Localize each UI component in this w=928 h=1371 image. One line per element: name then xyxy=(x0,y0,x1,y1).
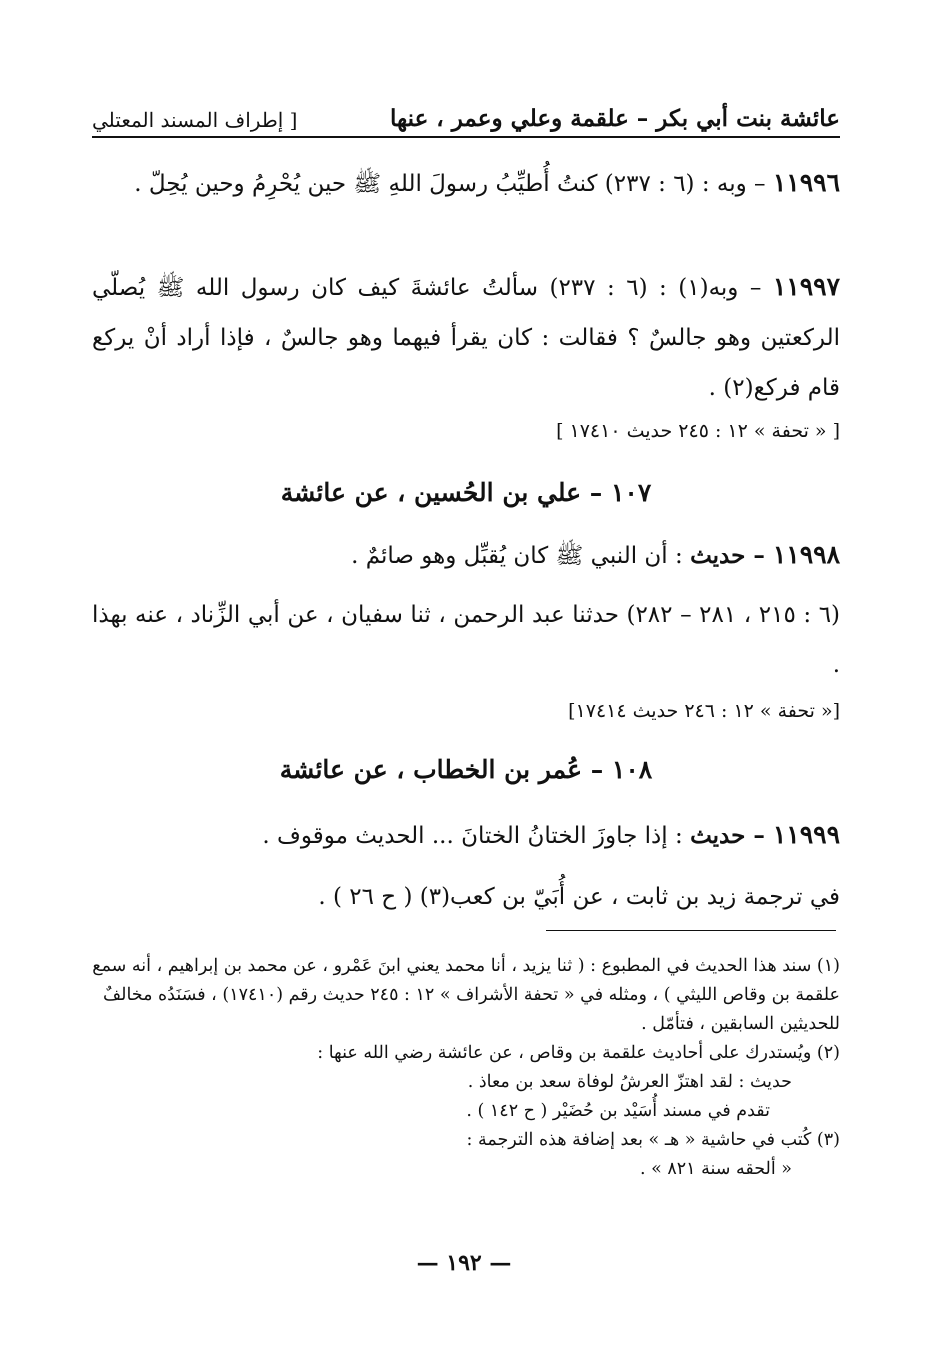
hadith-11999 xyxy=(92,810,840,861)
footnote-2-hadith: حديث : لقد اهتزّ العرشُ لوفاة سعد بن معاذ . xyxy=(467,1072,792,1092)
hadith-number: ١١٩٩٩ xyxy=(772,820,840,849)
footnotes xyxy=(92,952,840,1184)
hadith-text: – وبه(١) : (٦ : ٢٣٧) سألتُ عائشةَ كيف كان رسول الله ﷺ يُصلّي الركعتين وهو جالسٌ ؟ فقالت : كان يقرأ فيهما وهو جالسٌ ، فإذا أراد أنْ يركع قام فركع(٢) . xyxy=(92,275,840,401)
footnote-2-source: تقدم في مسند أُسَيْد بن حُضَيْر ( ح ١٤٢ ) . xyxy=(466,1101,770,1121)
footnote-1: (١) سند هذا الحديث في المطبوع : ( ثنا يزيد ، أنا محمد يعني ابنَ عَمْرو ، عن محمد بن إبراهيم ، أنه سمع علقمة بن وقاص الليثي ) ، ومثله في « تحفة الأشراف » ١٢ : ٢٤٥ حديث رقم (١٧٤١٠) ، فسَنَدُه مخالفٌ للحديثين السابقين ، فتأمّل . xyxy=(92,956,840,1034)
hadith-label: – حديث xyxy=(690,822,773,849)
hadith-11996 xyxy=(92,158,840,209)
hadith-text: : أن النبي ﷺ كان يُقبِّل وهو صائمٌ . xyxy=(351,543,691,569)
header-title: عائشة بنت أبي بكر – علقمة وعلي وعمر ، عنها xyxy=(390,105,840,132)
hadith-11998 xyxy=(92,530,840,581)
hadith-label: – حديث xyxy=(690,542,773,569)
section-heading-107: ١٠٧ – علي بن الحُسين ، عن عائشة xyxy=(280,478,652,507)
footnote-divider xyxy=(546,930,836,931)
page-number: — ١٩٢ — xyxy=(416,1250,512,1276)
tuhfa-reference: [ « تحفة » ١٢ : ٢٤٥ حديث ١٧٤١٠ ] xyxy=(556,420,840,442)
footnote-3: (٣) كُتب في حاشية « هـ » بعد إضافة هذه الترجمة : xyxy=(466,1130,840,1150)
hadith-11997 xyxy=(92,262,840,413)
footnote-3-text: « ألحقه سنة ٨٢١ » . xyxy=(639,1159,792,1179)
section-heading-108: ١٠٨ – عُمر بن الخطاب ، عن عائشة xyxy=(279,755,653,784)
hadith-text: – وبه : (٦ : ٢٣٧) كنتُ أُطيِّبُ رسولَ اللهِ ﷺ حين يُحْرِمُ وحين يُحِلّ . xyxy=(134,171,773,197)
hadith-text: : إذا جاوزَ الختانُ الختانَ ... الحديث موقوف . xyxy=(262,823,691,849)
hadith-number: ١١٩٩٦ xyxy=(772,168,840,197)
footnote-2: (٢) ويُستدرك على أحاديث علقمة بن وقاص ، عن عائشة رضي الله عنها : xyxy=(317,1043,840,1063)
hadith-number: ١١٩٩٧ xyxy=(772,272,841,301)
isnad-chain: (٦ : ٢١٥ ، ٢٨١ – ٢٨٢) حدثنا عبد الرحمن ، ثنا سفيان ، عن أبي الزِّناد ، عنه بهذا . xyxy=(92,602,841,678)
tuhfa-reference: [« تحفة » ١٢ : ٢٤٦ حديث ١٧٤١٤] xyxy=(568,700,840,722)
running-header xyxy=(92,96,840,138)
cross-reference-note: في ترجمة زيد بن ثابت ، عن أُبَيّ بن كعب(٣) ( ح ٢٦ ) . xyxy=(318,884,840,910)
hadith-number: ١١٩٩٨ xyxy=(772,540,840,569)
header-book-title: [ إطراف المسند المعتلي xyxy=(92,108,298,132)
